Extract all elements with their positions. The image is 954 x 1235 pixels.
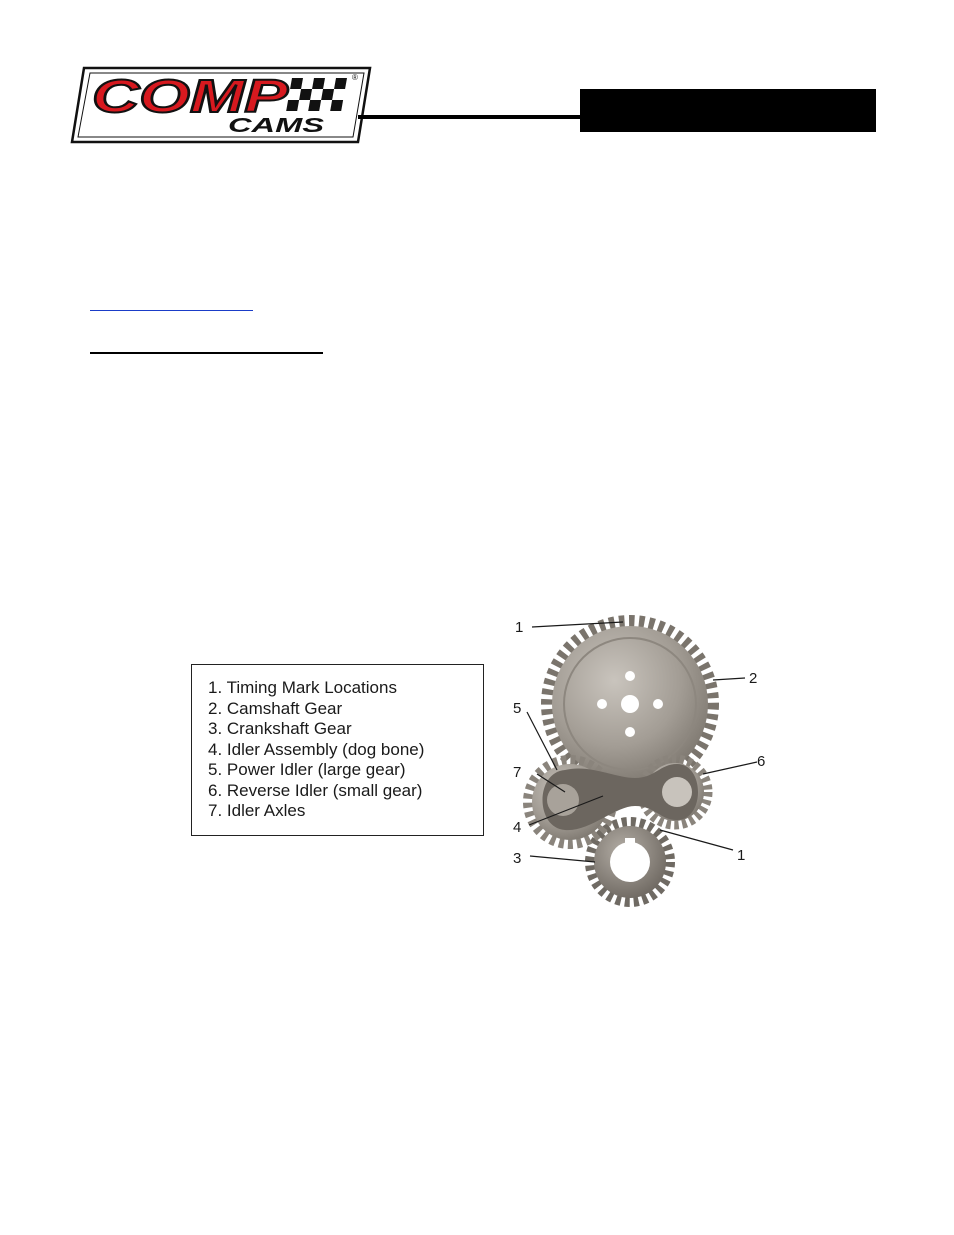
crankshaft-gear — [590, 822, 670, 902]
legend-item-3: 3. Crankshaft Gear — [208, 719, 352, 738]
callout-reverse-idler: 6 — [757, 753, 766, 770]
header-rule — [358, 115, 582, 119]
legend-item-6: 6. Reverse Idler (small gear) — [208, 780, 423, 800]
legend-item-7: 7. Idler Axles — [208, 801, 306, 820]
logo-main-text: COMP — [92, 70, 289, 122]
comp-cams-logo — [70, 66, 372, 144]
logo-sub-text: CAMS — [228, 115, 326, 137]
callout-power-idler: 5 — [513, 700, 522, 717]
legend-item-4: 4. Idler Assembly (dog bone) — [208, 739, 425, 759]
hyperlink-underline[interactable] — [90, 310, 253, 311]
callout-crankshaft: 3 — [513, 850, 522, 867]
callout-axle: 7 — [513, 764, 522, 781]
parts-legend — [191, 664, 484, 836]
section-heading-underline — [90, 352, 323, 354]
header-black-bar — [580, 89, 876, 132]
callout-timing-bottom: 1 — [737, 847, 746, 864]
legend-item-2: 2. Camshaft Gear — [208, 698, 343, 718]
callout-timing-top: 1 — [515, 619, 524, 636]
registered-mark: ® — [352, 73, 358, 82]
legend-item-1: 1. Timing Mark Locations — [208, 678, 397, 697]
callout-camshaft: 2 — [749, 670, 758, 687]
callout-dog-bone: 4 — [513, 819, 522, 836]
gear-drive-illustration — [495, 592, 795, 912]
legend-item-5: 5. Power Idler (large gear) — [208, 760, 406, 779]
